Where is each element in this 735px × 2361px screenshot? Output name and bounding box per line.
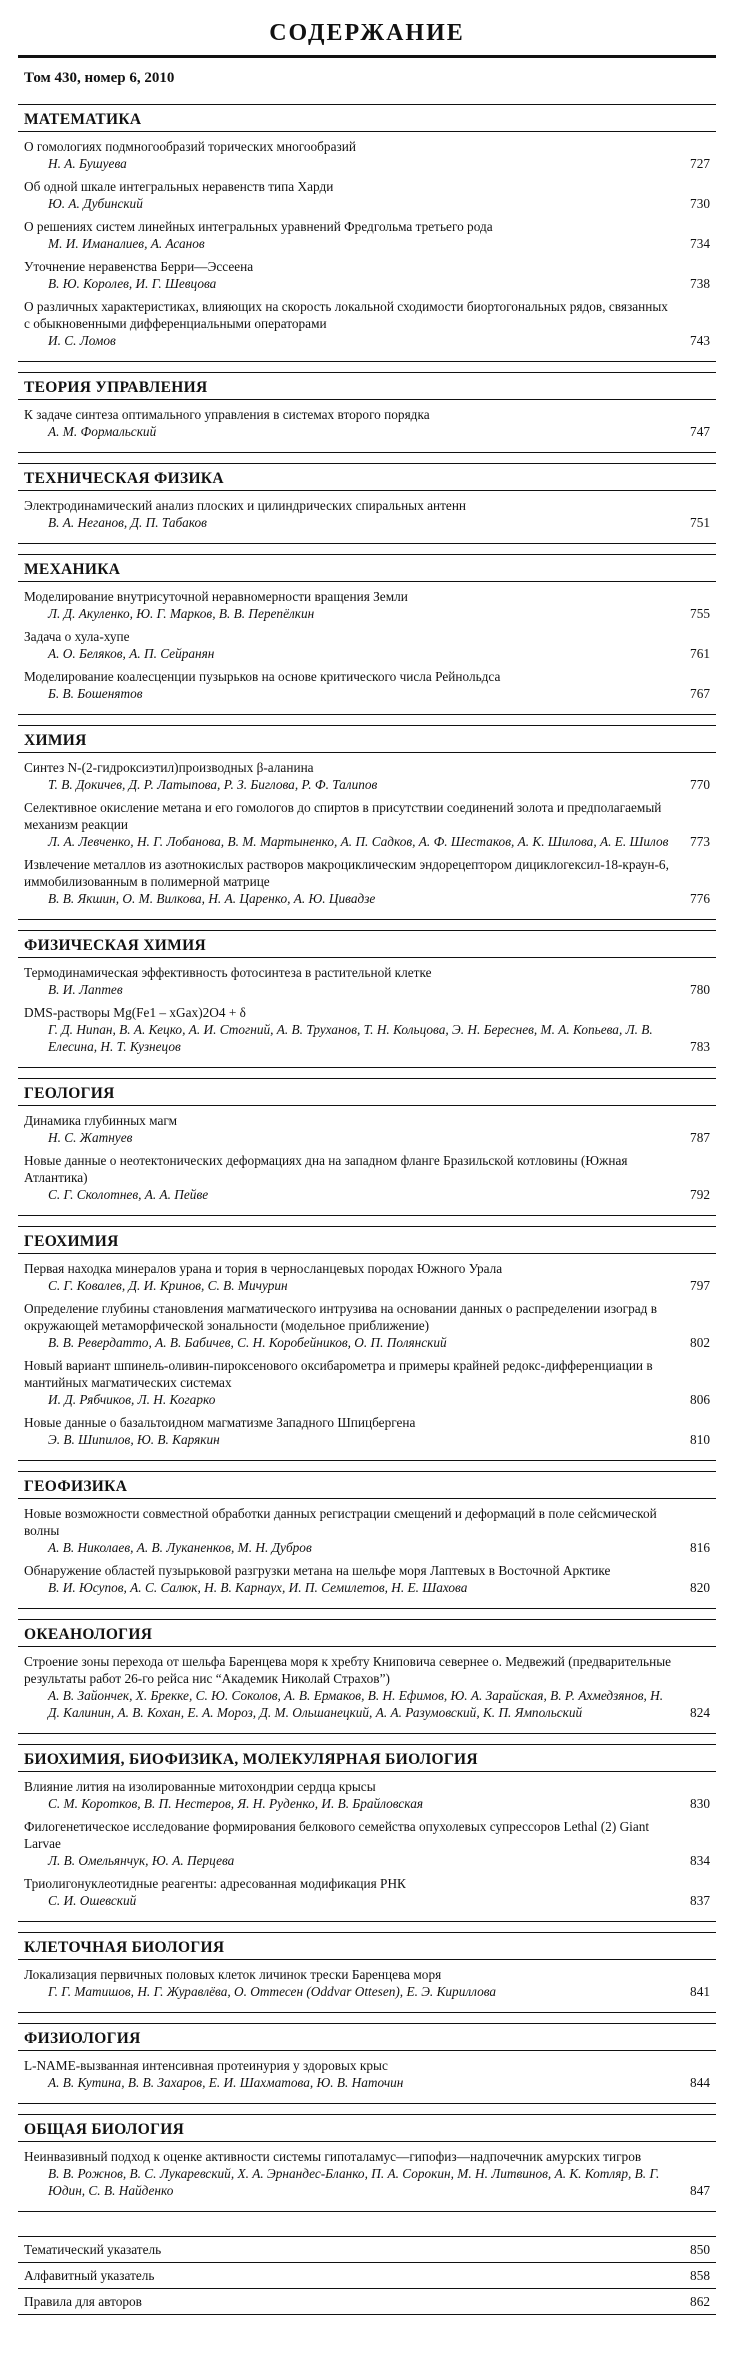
- article-entry[interactable]: [18, 138, 716, 172]
- article-page: 751: [690, 515, 710, 530]
- article-authors: В. В. Ревердатто, А. В. Бабичев, С. Н. Коробейников, О. П. Полянский: [48, 1335, 447, 1350]
- article-title: Моделирование коалесценции пузырьков на основе критического числа Рейнольдса: [24, 669, 501, 684]
- section: [18, 104, 716, 362]
- article-page: 783: [690, 1039, 710, 1054]
- article-page: 773: [690, 834, 710, 849]
- article-authors: Т. В. Докичев, Д. Р. Латыпова, Р. З. Биглова, Р. Ф. Талипов: [48, 777, 378, 792]
- index-page: 858: [690, 2268, 710, 2283]
- index-label: Тематический указатель: [24, 2242, 162, 2257]
- contents-page: [18, 0, 716, 2315]
- article-page: 844: [690, 2075, 710, 2090]
- article-title: Новый вариант шпинель-оливин-пироксенового оксибарометра и примеры крайней редокс-дифференциации в мантийных магматических системах: [24, 1358, 653, 1390]
- article-entry[interactable]: [18, 1778, 716, 1812]
- article-entry[interactable]: [18, 178, 716, 212]
- article-page: 767: [690, 686, 710, 701]
- article-title: Термодинамическая эффективность фотосинтеза в растительной клетке: [24, 965, 432, 980]
- section: [18, 2023, 716, 2104]
- article-title: Синтез N-(2-гидроксиэтил)производных β-аланина: [24, 760, 314, 775]
- section: [18, 463, 716, 544]
- article-title: Уточнение неравенства Берри—Эссеена: [24, 259, 254, 274]
- section-title: МЕХАНИКА: [24, 561, 121, 578]
- index-page: 850: [690, 2242, 710, 2257]
- index-page: 862: [690, 2294, 710, 2309]
- article-authors: Л. А. Левченко, Н. Г. Лобанова, В. М. Мартыненко, А. П. Садков, А. Ф. Шестаков, А. К. Шилова, А. Е. Шилов: [48, 834, 669, 849]
- section-title: БИОХИМИЯ, БИОФИЗИКА, МОЛЕКУЛЯРНАЯ БИОЛОГИЯ: [24, 1751, 478, 1768]
- article-authors: В. Ю. Королев, И. Г. Шевцова: [48, 276, 217, 291]
- section-title: ФИЗИЧЕСКАЯ ХИМИЯ: [24, 937, 206, 954]
- article-entry[interactable]: [18, 2148, 716, 2199]
- article-authors: А. О. Беляков, А. П. Сейранян: [48, 646, 215, 661]
- page-title: СОДЕРЖАНИЕ: [269, 20, 465, 46]
- article-entry[interactable]: [18, 964, 716, 998]
- footer-index: [18, 2222, 716, 2315]
- article-entry[interactable]: [18, 258, 716, 292]
- article-entry[interactable]: [18, 218, 716, 252]
- article-entry[interactable]: [18, 1357, 716, 1408]
- article-page: 743: [690, 333, 710, 348]
- article-authors: А. М. Формальский: [48, 424, 157, 439]
- section: [18, 930, 716, 1068]
- article-page: 776: [690, 891, 710, 906]
- article-title: Определение глубины становления магматического интрузива на основании данных о распределении изоград в окружающей метаморфической зональности (модельное приближение): [24, 1301, 658, 1333]
- article-authors: С. И. Ошевский: [48, 1893, 137, 1908]
- article-entry[interactable]: [18, 406, 716, 440]
- index-link[interactable]: [18, 2263, 716, 2289]
- section: [18, 725, 716, 920]
- article-authors: Н. А. Бушуева: [48, 156, 127, 171]
- section: [18, 554, 716, 715]
- index-label: Алфавитный указатель: [24, 2268, 155, 2283]
- article-entry[interactable]: [18, 1818, 716, 1869]
- article-page: 730: [690, 196, 710, 211]
- article-title: Неинвазивный подход к оценке активности системы гипоталамус—гипофиз—надпочечник амурских тигров: [24, 2149, 642, 2164]
- article-entry[interactable]: [18, 1414, 716, 1448]
- article-entry[interactable]: [18, 497, 716, 531]
- article-page: 761: [690, 646, 710, 661]
- article-authors: Э. В. Шипилов, Ю. В. Карякин: [48, 1432, 220, 1447]
- article-page: 755: [690, 606, 710, 621]
- article-entry[interactable]: [18, 1260, 716, 1294]
- article-page: 792: [690, 1187, 710, 1202]
- article-authors: Г. Д. Нипан, В. А. Кецко, А. И. Стогний, А. В. Труханов, Т. Н. Кольцова, Э. Н. Береснев, М. А. Копьева, Л. В. Елесина, Н. Т. Кузнецов: [48, 1022, 653, 1054]
- section: [18, 372, 716, 453]
- section: [18, 1744, 716, 1922]
- article-authors: С. Г. Сколотнев, А. А. Пейве: [48, 1187, 209, 1202]
- article-title: Электродинамический анализ плоских и цилиндрических спиральных антенн: [24, 498, 467, 513]
- article-authors: В. И. Юсупов, А. С. Салюк, Н. В. Карнаух, И. П. Семилетов, Н. Е. Шахова: [48, 1580, 468, 1595]
- article-entry[interactable]: [18, 1004, 716, 1055]
- article-authors: Л. В. Омельянчук, Ю. А. Перцева: [48, 1853, 235, 1868]
- article-title: L-NAME-вызванная интенсивная протеинурия у здоровых крыс: [24, 2058, 388, 2073]
- article-entry[interactable]: [18, 856, 716, 907]
- article-title: Задача о хула-хупе: [24, 629, 130, 644]
- article-title: Триолигонуклеотидные реагенты: адресованная модификация РНК: [24, 1876, 406, 1891]
- article-title: Новые данные о неотектонических деформациях дна на западном фланге Бразильской котловины (Южная Атлантика): [24, 1153, 628, 1185]
- article-entry[interactable]: [18, 1875, 716, 1909]
- article-authors: В. В. Рожнов, В. С. Лукаревский, Х. А. Эрнандес-Бланко, П. А. Сорокин, М. Н. Литвинов, А. К. Котляр, В. Г. Юдин, С. В. Найденко: [48, 2166, 660, 2198]
- article-title: Локализация первичных половых клеток личинок трески Баренцева моря: [24, 1967, 442, 1982]
- section-title: ГЕОХИМИЯ: [24, 1233, 119, 1250]
- article-entry[interactable]: [18, 2057, 716, 2091]
- article-page: 797: [690, 1278, 710, 1293]
- article-authors: Г. Г. Матишов, Н. Г. Журавлёва, О. Оттесен (Oddvar Ottesen), Е. Э. Кириллова: [48, 1984, 497, 1999]
- article-entry[interactable]: [18, 1300, 716, 1351]
- section: [18, 1932, 716, 2013]
- section: [18, 1619, 716, 1734]
- index-link[interactable]: [18, 2237, 716, 2263]
- section-title: МАТЕМАТИКА: [24, 111, 142, 128]
- article-page: 806: [690, 1392, 710, 1407]
- section: [18, 1471, 716, 1609]
- index-link[interactable]: [18, 2289, 716, 2315]
- article-entry[interactable]: [18, 1152, 716, 1203]
- article-page: 738: [690, 276, 710, 291]
- section-title: ОБЩАЯ БИОЛОГИЯ: [24, 2121, 185, 2138]
- article-title: О различных характеристиках, влияющих на скорость локальной сходимости биортогональных рядов, связанных с обыкновенными дифференциальными операторами: [24, 299, 668, 331]
- article-entry[interactable]: [18, 298, 716, 349]
- section: [18, 1226, 716, 1461]
- article-page: 816: [690, 1540, 710, 1555]
- issue-info: Том 430, номер 6, 2010: [24, 70, 175, 86]
- article-title: Строение зоны перехода от шельфа Баренцева моря к хребту Книповича севернее о. Медвежий (предварительные результаты работ 26-го рейса нис “Академик Николай Страхов”): [24, 1654, 672, 1686]
- article-authors: И. Д. Рябчиков, Л. Н. Когарко: [48, 1392, 216, 1407]
- article-title: Первая находка минералов урана и тория в черносланцевых породах Южного Урала: [24, 1261, 503, 1276]
- article-title: К задаче синтеза оптимального управления в системах второго порядка: [24, 407, 430, 422]
- article-page: 837: [690, 1893, 710, 1908]
- article-page: 847: [690, 2183, 710, 2198]
- article-entry[interactable]: [18, 799, 716, 850]
- article-page: 747: [690, 424, 710, 439]
- section: [18, 1078, 716, 1216]
- article-page: 824: [690, 1705, 710, 1720]
- article-title: Влияние лития на изолированные митохондрии сердца крысы: [24, 1779, 376, 1794]
- article-authors: М. И. Иманалиев, А. Асанов: [48, 236, 205, 251]
- index-label: Правила для авторов: [24, 2294, 142, 2309]
- article-page: 780: [690, 982, 710, 997]
- article-title: Об одной шкале интегральных неравенств типа Харди: [24, 179, 334, 194]
- article-authors: В. И. Лаптев: [48, 982, 123, 997]
- article-page: 734: [690, 236, 710, 251]
- article-authors: Б. В. Бошенятов: [48, 686, 143, 701]
- article-title: Филогенетическое исследование формирования белкового семейства опухолевых супрессоров Lethal (2) Giant Larvae: [24, 1819, 650, 1851]
- section-title: ГЕОФИЗИКА: [24, 1478, 128, 1495]
- section-title: ГЕОЛОГИЯ: [24, 1085, 115, 1102]
- article-page: 830: [690, 1796, 710, 1811]
- article-authors: Л. Д. Акуленко, Ю. Г. Марков, В. В. Перепёлкин: [48, 606, 315, 621]
- article-page: 820: [690, 1580, 710, 1595]
- article-entry[interactable]: [18, 1966, 716, 2000]
- sections-list: [18, 104, 716, 2212]
- article-authors: А. В. Николаев, А. В. Луканенков, М. Н. Дубров: [48, 1540, 312, 1555]
- article-title: О решениях систем линейных интегральных уравнений Фредгольма третьего рода: [24, 219, 493, 234]
- article-entry[interactable]: [18, 668, 716, 702]
- article-page: 802: [690, 1335, 710, 1350]
- section-title: ХИМИЯ: [24, 732, 87, 749]
- article-title: О гомологиях подмногообразий торических многообразий: [24, 139, 356, 154]
- article-title: Селективное окисление метана и его гомологов до спиртов в присутствии соединений золота и предполагаемый механизм реакции: [24, 800, 662, 832]
- article-entry[interactable]: [18, 759, 716, 793]
- article-authors: С. Г. Ковалев, Д. И. Кринов, С. В. Мичурин: [48, 1278, 288, 1293]
- section-title: ОКЕАНОЛОГИЯ: [24, 1626, 153, 1643]
- article-page: 841: [690, 1984, 710, 1999]
- article-entry[interactable]: [18, 588, 716, 622]
- article-entry[interactable]: [18, 1112, 716, 1146]
- section-title: ТЕОРИЯ УПРАВЛЕНИЯ: [24, 379, 208, 396]
- section: [18, 2114, 716, 2212]
- article-authors: А. В. Кутина, В. В. Захаров, Е. И. Шахматова, Ю. В. Наточин: [48, 2075, 404, 2090]
- article-page: 810: [690, 1432, 710, 1447]
- article-entry[interactable]: [18, 1505, 716, 1556]
- article-page: 727: [690, 156, 710, 171]
- article-entry[interactable]: [18, 1562, 716, 1596]
- article-title: Моделирование внутрисуточной неравномерности вращения Земли: [24, 589, 408, 604]
- article-title: Динамика глубинных магм: [24, 1113, 178, 1128]
- article-title: Извлечение металлов из азотнокислых растворов макроциклическим эндорецептором дициклогексил-18-краун-6, иммобилизованным в полимерной матрице: [24, 857, 669, 889]
- article-page: 770: [690, 777, 710, 792]
- article-page: 834: [690, 1853, 710, 1868]
- article-page: 787: [690, 1130, 710, 1145]
- article-title: Новые данные о базальтоидном магматизме Западного Шпицбергена: [24, 1415, 416, 1430]
- article-entry[interactable]: [18, 628, 716, 662]
- article-authors: Н. С. Жатнуев: [48, 1130, 133, 1145]
- article-title: Новые возможности совместной обработки данных регистрации смещений и деформаций в поле сейсмической волны: [24, 1506, 657, 1538]
- article-authors: Ю. А. Дубинский: [48, 196, 143, 211]
- article-title: DMS-растворы Mg(Fe1 – xGax)2O4 + δ: [24, 1005, 246, 1020]
- section-title: ТЕХНИЧЕСКАЯ ФИЗИКА: [24, 470, 224, 487]
- article-title: Обнаружение областей пузырьковой разгрузки метана на шельфе моря Лаптевых в Восточной Арктике: [24, 1563, 611, 1578]
- article-authors: С. М. Коротков, В. П. Нестеров, Я. Н. Руденко, И. В. Брайловская: [48, 1796, 424, 1811]
- section-title: КЛЕТОЧНАЯ БИОЛОГИЯ: [24, 1939, 225, 1956]
- article-authors: А. В. Зайончек, Х. Брекке, С. Ю. Соколов, А. В. Ермаков, В. Н. Ефимов, Ю. А. Зарайская, В. Р. Ахмедзянов, Н. Д. Калинин, А. В. Кохан, Е. А. Мороз, Д. М. Ольшанецкий, А. А. Разумовский, К. П. Ямпольский: [48, 1688, 664, 1720]
- article-entry[interactable]: [18, 1653, 716, 1721]
- article-authors: В. В. Якшин, О. М. Вилкова, Н. А. Царенко, А. Ю. Цивадзе: [48, 891, 376, 906]
- article-authors: В. А. Неганов, Д. П. Табаков: [48, 515, 207, 530]
- section-title: ФИЗИОЛОГИЯ: [24, 2030, 141, 2047]
- article-authors: И. С. Ломов: [48, 333, 116, 348]
